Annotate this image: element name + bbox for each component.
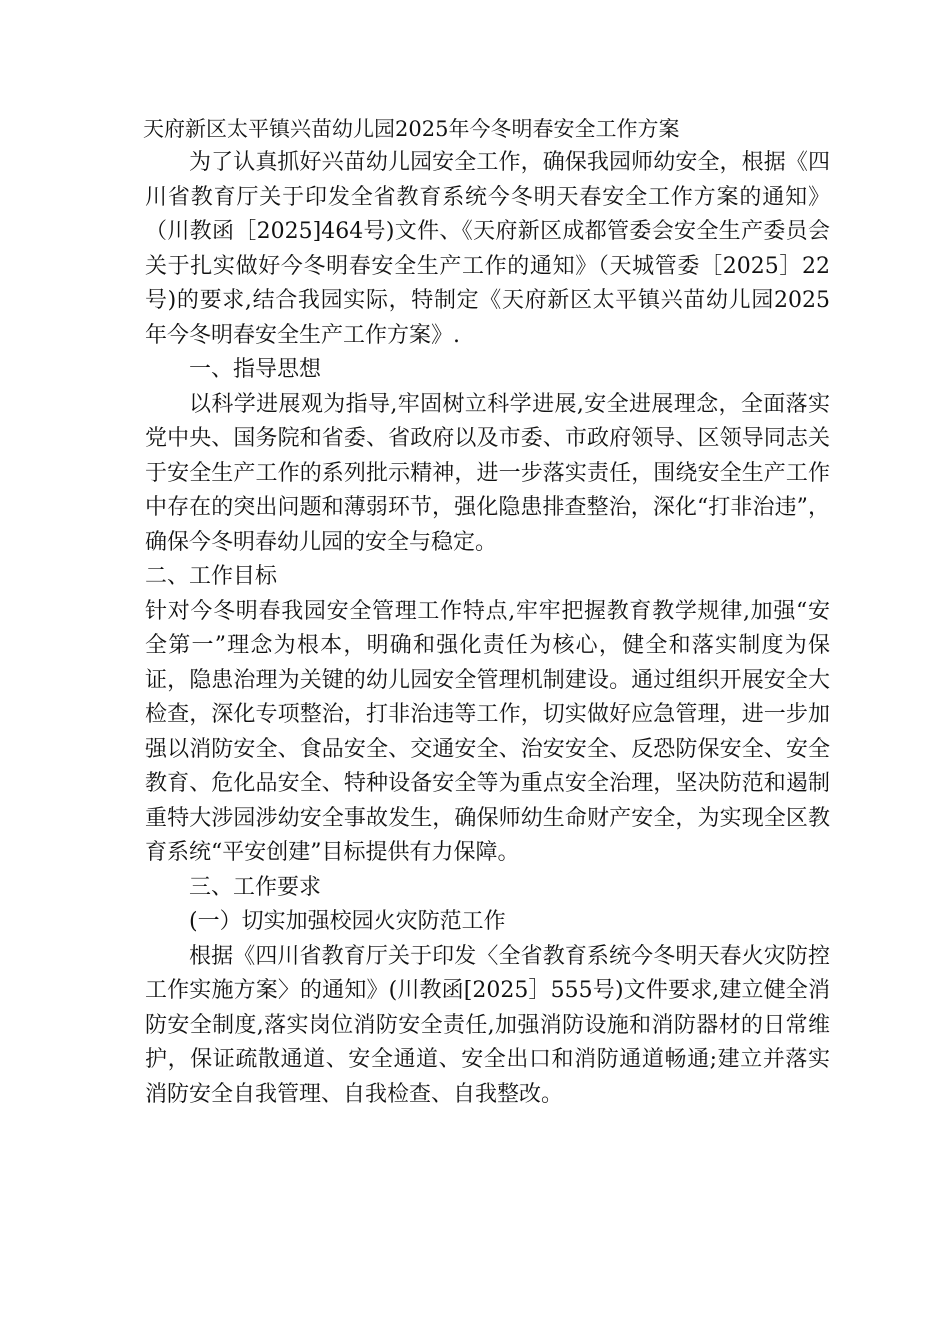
- section2-heading: 二、工作目标: [145, 564, 278, 589]
- section3-heading: 三、工作要求: [189, 874, 322, 900]
- document-title: 天府新区太平镇兴苗幼儿园2025年今冬明春安全工作方案: [143, 117, 680, 141]
- section1-paragraph: 以科学进展观为指导,牢固树立科学进展,安全进展理念，全面落实党中央、国务院和省委、省政府以及市委、市政府领导、区领导同志关于安全生产工作的系列批示精神，进一步落实责任，围绕安全生产工作中存在的突出问题和薄弱环节，强化隐患排查整治，深化“打非治违”，确保今冬明春幼儿园的安全与稳定。: [145, 391, 830, 555]
- document-page: [145, 112, 830, 1112]
- subsection1-paragraph: 根据《四川省教育厅关于印发〈全省教育系统今冬明天春火灾防控工作实施方案〉的通知》(川教函[2025］555号)文件要求,建立健全消防安全制度,落实岗位消防安全责任,加强消防设施和消防器材的日常维护，保证疏散通道、安全通道、安全出口和消防通道畅通;建立并落实消防安全自我管理、自我检查、自我整改。: [145, 943, 830, 1107]
- subsection1-heading: (一）切实加强校园火灾防范工作: [189, 909, 506, 934]
- intro-paragraph: 为了认真抓好兴苗幼儿园安全工作，确保我园师幼安全，根据《四川省教育厅关于印发全省教育系统今冬明天春安全工作方案的通知》（川教函［2025]464号)文件、《天府新区成都管委会安全生产委员会关于扎实做好今冬明春安全生产工作的通知》（天城管委［2025］22号)的要求,结合我园实际，特制定《天府新区太平镇兴苗幼儿园2025年今冬明春安全生产工作方案》.: [145, 150, 830, 348]
- section1-heading: 一、指导思想: [189, 357, 322, 382]
- section2-paragraph: 针对今冬明春我园安全管理工作特点,牢牢把握教育教学规律,加强“安全第一”理念为根本，明确和强化责任为核心，健全和落实制度为保证，隐患治理为关键的幼儿园安全管理机制建设。通过组织开展安全大检查，深化专项整治，打非治违等工作，切实做好应急管理，进一步加强以消防安全、食品安全、交通安全、治安安全、反恐防保安全、安全教育、危化品安全、特种设备安全等为重点安全治理，坚决防范和遏制重特大涉园涉幼安全事故发生，确保师幼生命财产安全，为实现全区教育系统“平安创建”目标提供有力保障。: [145, 598, 830, 865]
